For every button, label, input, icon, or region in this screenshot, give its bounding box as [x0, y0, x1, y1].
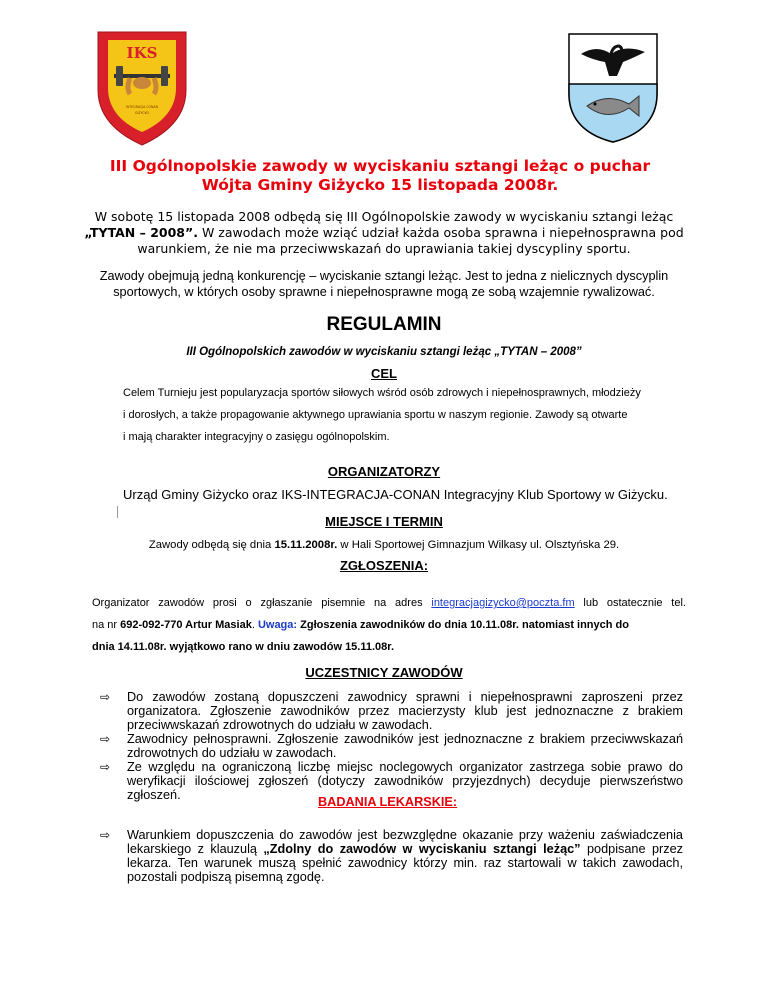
zgloszenia-line-1: [92, 592, 686, 614]
uwaga-label: Uwaga:: [257, 619, 298, 631]
intro-paragraph: [80, 209, 688, 257]
contact-phone: 692-092-770 Artur Masiak: [120, 619, 252, 631]
miejsce-pre: Zawody odbędą się dnia: [148, 539, 272, 551]
arrow-right-icon: ⇨: [100, 732, 111, 746]
deadline-text-2: dnia 14.11.08r. wyjątkowo rano w dniu zawodów 15.11.08r.: [92, 641, 395, 653]
miejsce-text: [0, 539, 768, 551]
cel-heading: CEL: [371, 366, 397, 381]
regulamin-subtitle: III Ogólnopolskich zawodów w wyciskaniu sztangi leżąc „TYTAN – 2008”: [186, 346, 582, 358]
cel-line: i dorosłych, a także propagowanie aktywnego uprawiania sportu w naszym regionie. Zawody są otwarte: [123, 409, 628, 421]
cel-line: i mają charakter integracyjny o zasięgu ogólnopolskim.: [123, 431, 390, 443]
miejsce-post: w Hali Sportowej Gimnazjum Wilkasy ul. Olsztyńska 29.: [340, 539, 620, 551]
zgloszenia-text: [92, 592, 686, 658]
arrow-right-icon: ⇨: [100, 760, 111, 774]
title-line-1: III Ogólnopolskie zawody w wyciskaniu sztangi leżąc o puchar: [109, 157, 651, 175]
svg-text:GIŻYCKO: GIŻYCKO: [134, 111, 150, 115]
badania-list: [100, 828, 683, 884]
page-title: [80, 157, 680, 195]
zgloszenia-line-3: [92, 636, 686, 658]
arrow-right-icon: ⇨: [100, 690, 111, 704]
list-item: [100, 690, 683, 732]
list-item: [100, 732, 683, 760]
event-name: „TYTAN – 2008”.: [84, 225, 198, 240]
list-item-text: Do zawodów zostaną dopuszczeni zawodnicy sprawni i niepełnosprawni zaproszeni przez organizatora. Zgłoszenie zawodników przez macierzysty klub jest jednoznaczne z brakiem przeciwwskazań zdrowotnych do udziału w zawodach.: [127, 690, 683, 732]
iks-logo-text: IKS: [126, 44, 158, 62]
badania-post: podpisane przez lekarza. Ten warunek muszą spełnić zawodnicy którzy min. raz startowali w takich zawodach, pozostali podpiszą pisemną zgodę.: [127, 842, 684, 884]
deadline-text: Zgłoszenia zawodników do dnia 10.11.08r. natomiast innych do: [300, 619, 629, 631]
regulamin-heading: REGULAMIN: [326, 314, 442, 335]
title-line-2: Wójta Gminy Giżycko 15 listopada 2008r.: [201, 176, 559, 194]
zgloszenia-line-2: na nr 692-092-770 Artur Masiak. Uwaga: Zgłoszenia zawodników do dnia 10.11.08r. natomiast innych do: [92, 619, 629, 631]
list-item-text: Zawodnicy pełnosprawni. Zgłoszenie zawodników jest jednoznaczne z brakiem przeciwwskazań zdrowotnych do udziału w zawodach.: [127, 732, 683, 760]
zgloszenia-heading: ZGŁOSZENIA:: [339, 558, 429, 573]
uczestnicy-heading: UCZESTNICY ZAWODÓW: [305, 665, 463, 680]
email-link[interactable]: integracjagizycko@poczta.fm: [431, 597, 575, 609]
iks-club-shield: [92, 28, 192, 148]
intro-rest: W zawodach może wziąć udział każda osoba sprawna i niepełnosprawna pod warunkiem, że nie ma przeciwwskazań do uprawiania takiej dyscypliny sportu.: [137, 225, 684, 256]
intro-line-1: W sobotę 15 listopada 2008 odbędą się III Ogólnopolskie zawody w wyciskaniu sztangi leżąc: [94, 209, 674, 224]
list-item: [100, 828, 683, 884]
gmina-coat-of-arms: [567, 32, 659, 144]
zgloszenia-pre: Organizator zawodów prosi o zgłaszanie pisemnie na adres: [92, 597, 423, 609]
svg-text:INTEGRACJA CONAN: INTEGRACJA CONAN: [126, 105, 158, 109]
miejsce-heading: MIEJSCE I TERMIN: [325, 514, 443, 529]
uczestnicy-list: [100, 690, 683, 802]
gmina-gizycko-coat-of-arms-icon: [567, 32, 659, 144]
event-date: 15.11.2008r.: [274, 539, 338, 551]
organizatorzy-heading: ORGANIZATORZY: [327, 464, 441, 479]
list-item-text: Ze względu na ograniczoną liczbę miejsc noclegowych organizator zastrzega sobie prawo do weryfikacji ilościowej zgłoszeń (dotyczy zawodników przyjezdnych) decyduje pierwszeństwo zgłoszeń.: [127, 760, 683, 802]
organizatorzy-text: Urząd Gminy Giżycko oraz IKS-INTEGRACJA-CONAN Integracyjny Klub Sportowy w Giżycku.: [123, 487, 668, 502]
zgloszenia-mid: lub ostatecznie tel.: [583, 597, 686, 609]
arrow-right-icon: ⇨: [100, 828, 111, 842]
badania-pre: Warunkiem dopuszczenia do zawodów jest bezwzględne okazanie przy ważeniu zaświadczenia lekarskiego z klauzulą: [127, 828, 683, 856]
cel-text: [123, 382, 683, 448]
medical-clause: „Zdolny do zawodów w wyciskaniu sztangi leżąc”: [263, 842, 581, 856]
iks-club-shield-icon: [92, 28, 192, 148]
zgloszenia-na-nr: na nr: [92, 619, 118, 631]
competition-description: Zawody obejmują jedną konkurencję – wyciskanie sztangi leżąc. Jest to jedna z nielicznych dyscyplin sportowych, w których osoby sprawne i niepełnosprawne mogą ze sobą wzajemnie rywalizować.: [99, 269, 669, 299]
badania-heading: BADANIA LEKARSKIE:: [318, 795, 458, 809]
cel-line: Celem Turnieju jest popularyzacja sportów siłowych wśród osób zdrowych i niepełnosprawnych, młodzieży: [123, 387, 641, 399]
